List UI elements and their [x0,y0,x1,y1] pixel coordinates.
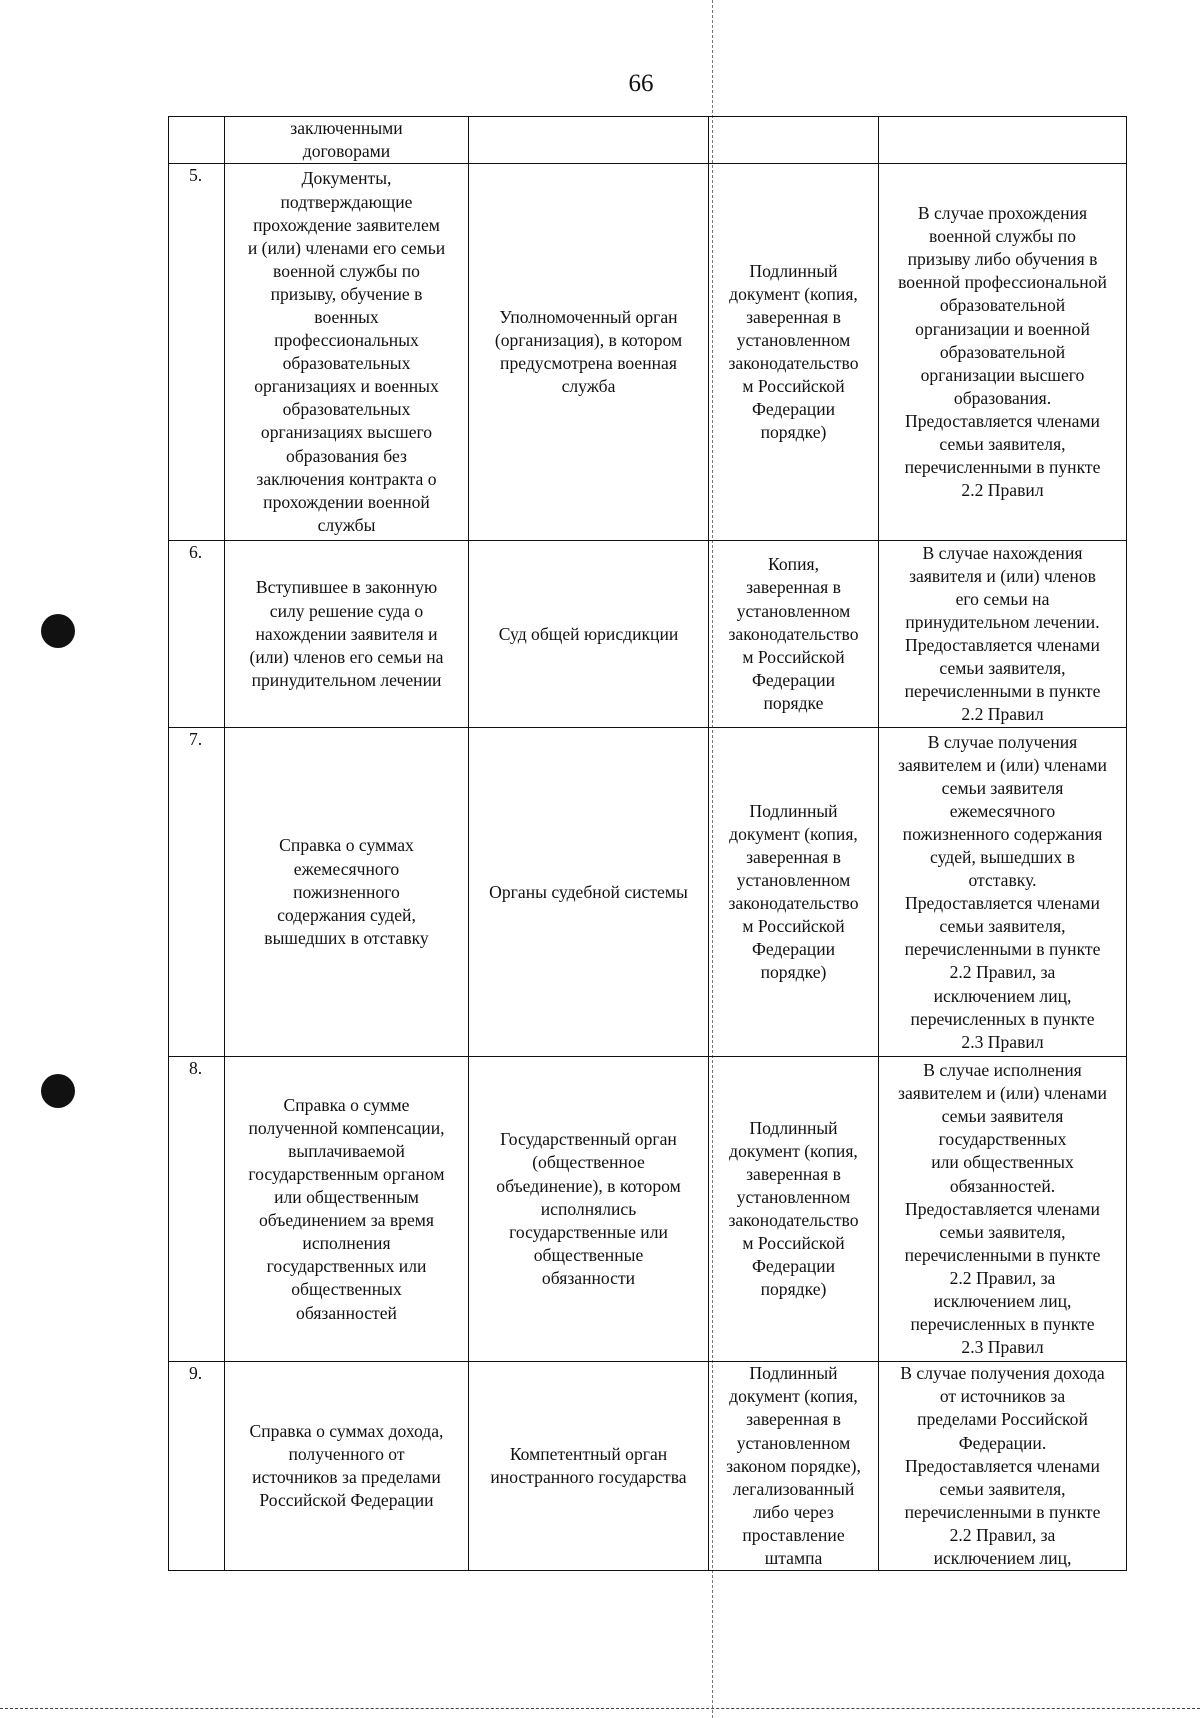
issuing-body: Органы судебной системы [469,728,709,1057]
issuing-body: Суд общей юрисдикции [469,541,709,728]
table-row [169,541,1127,728]
issuing-body: Государственный орган (общественное объединение), в котором исполнялись государственные или общественные обязанности [469,1057,709,1362]
issuing-body [469,117,709,164]
submission-note: В случае нахождения заявителя и (или) членов его семьи на принудительном лечении. Предоставляется членами семьи заявителя, перечисленными в пункте 2.2 Правил [879,541,1127,728]
row-number [169,117,225,164]
punch-hole [41,1074,75,1108]
issuing-body: Компетентный орган иностранного государства [469,1362,709,1571]
row-number: 5. [169,164,225,541]
document-name: Справка о суммах дохода, полученного от источников за пределами Российской Федерации [225,1362,469,1571]
submission-note [879,117,1127,164]
document-name: Документы, подтверждающие прохождение заявителем и (или) членами его семьи военной службы по призыву, обучение в военных профессиональных образовательных организациях и военных образовательных организациях высшего образования без заключения контракта о прохождении военной службы [225,164,469,541]
punch-hole [41,614,75,648]
document-form: Копия, заверенная в установленном законодательство м Российской Федерации порядке [709,541,879,728]
documents-table [168,116,1127,1571]
document-form: Подлинный документ (копия, заверенная в установленном законодательство м Российской Федерации порядке) [709,1057,879,1362]
row-number: 9. [169,1362,225,1571]
document-name: Справка о сумме полученной компенсации, выплачиваемой государственным органом или общественным объединением за время исполнения государственных или общественных обязанностей [225,1057,469,1362]
document-form: Подлинный документ (копия, заверенная в установленном законом порядке), легализованный либо через проставление штампа [709,1362,879,1571]
issuing-body: Уполномоченный орган (организация), в котором предусмотрена военная служба [469,164,709,541]
document-name: Справка о суммах ежемесячного пожизненного содержания судей, вышедших в отставку [225,728,469,1057]
submission-note: В случае прохождения военной службы по призыву либо обучения в военной профессиональной образовательной организации и военной образовательной организации высшего образования. Предоставляется членами семьи заявителя, перечисленными в пункте 2.2 Правил [879,164,1127,541]
submission-note: В случае получения заявителем и (или) членами семьи заявителя ежемесячного пожизненного содержания судей, вышедших в отставку. Предоставляется членами семьи заявителя, перечисленными в пункте 2.2 Правил, за исключением лиц, перечисленных в пункте 2.3 Правил [879,728,1127,1057]
bottom-rule [0,1708,1200,1709]
document-name: Вступившее в законную силу решение суда о нахождении заявителя и (или) членов его семьи на принудительном лечении [225,541,469,728]
row-number: 8. [169,1057,225,1362]
page-number: 66 [628,70,654,97]
table-row [169,1362,1127,1571]
submission-note: В случае исполнения заявителем и (или) членами семьи заявителя государственных или общественных обязанностей. Предоставляется членами семьи заявителя, перечисленными в пункте 2.2 Правил, за исключением лиц, перечисленных в пункте 2.3 Правил [879,1057,1127,1362]
row-number: 7. [169,728,225,1057]
submission-note: В случае получения дохода от источников за пределами Российской Федерации. Предоставляется членами семьи заявителя, перечисленными в пункте 2.2 Правил, за исключением лиц, [879,1362,1127,1571]
table-row [169,117,1127,164]
table-row [169,1057,1127,1362]
table-row [169,728,1127,1057]
document-form [709,117,879,164]
document-name: заключенными договорами [225,117,469,164]
document-form: Подлинный документ (копия, заверенная в установленном законодательство м Российской Федерации порядке) [709,164,879,541]
document-form: Подлинный документ (копия, заверенная в установленном законодательство м Российской Федерации порядке) [709,728,879,1057]
table-row [169,164,1127,541]
row-number: 6. [169,541,225,728]
